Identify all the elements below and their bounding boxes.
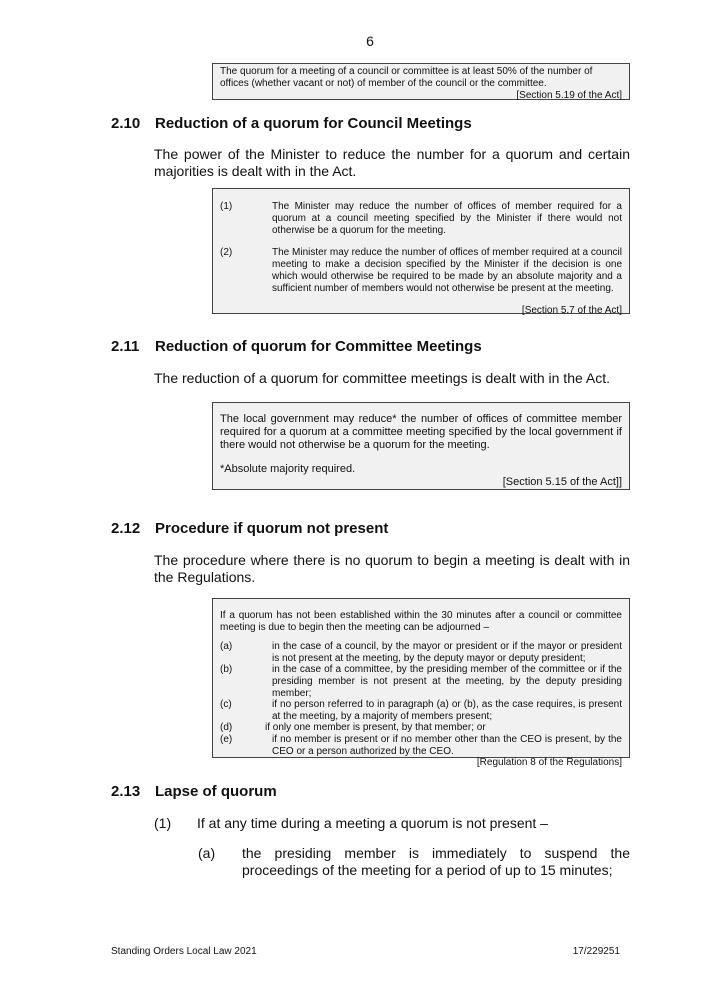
- item-label: (a): [198, 845, 216, 861]
- item-text: The Minister may reduce the number of offices of member required for a quorum at a council meeting specified by the Minister if there would not otherwise be a quorum for the meeting.: [272, 201, 622, 236]
- item-label: (b): [220, 664, 233, 676]
- section-number: 2.10: [111, 115, 141, 132]
- minister-reduction-box: [212, 188, 630, 314]
- section-2-12-intro: The procedure where there is no quorum to begin a meeting is dealt with in the Regulations.: [154, 552, 630, 585]
- absolute-majority-note: *Absolute majority required.: [220, 463, 356, 475]
- item-label: (c): [220, 699, 232, 711]
- quorum-definition-box: [212, 63, 630, 100]
- list-item: [220, 247, 622, 295]
- item-label: (a): [220, 641, 233, 653]
- quorum-definition-source: [Section 5.19 of the Act]: [516, 90, 622, 101]
- no-quorum-procedure-box: [212, 598, 630, 769]
- section-2-10-intro: The power of the Minister to reduce the number for a quorum and certain majorities is dealt with in the Act.: [154, 146, 630, 179]
- item-label: (d): [220, 722, 233, 734]
- section-2-11-intro: The reduction of a quorum for committee meetings is dealt with in the Act.: [154, 370, 610, 386]
- list-item: [220, 664, 622, 699]
- footer-doc-number: 17/229251: [572, 946, 620, 957]
- footer-title: Standing Orders Local Law 2021: [111, 946, 257, 957]
- list-item: [198, 845, 630, 879]
- committee-reduction-box: [212, 402, 630, 490]
- item-text: if no person referred to in paragraph (a) or (b), as the case requires, is present at the meeting, by a majority of members present;: [272, 699, 622, 722]
- quorum-definition-text: The quorum for a meeting of a council or committee is at least 50% of the number of offices (whether vacant or not) of member of the council or the committee.: [220, 66, 593, 89]
- section-2-10-heading: [111, 115, 631, 135]
- item-label: (1): [220, 201, 233, 212]
- list-item: [220, 641, 622, 664]
- committee-reduction-text: The local government may reduce* the number of offices of committee member required for a quorum at a committee meeting specified by the local government if there would not otherwise be a quorum for the meeting.: [220, 413, 622, 451]
- list-item: [220, 201, 622, 237]
- section-title: Reduction of quorum for Committee Meetings: [155, 338, 482, 355]
- section-title: Procedure if quorum not present: [155, 520, 389, 537]
- list-item: [220, 699, 622, 722]
- section-2-12-heading: [111, 520, 631, 540]
- item-label: (e): [220, 733, 233, 745]
- section-number: 2.13: [111, 783, 141, 800]
- item-text: the presiding member is immediately to suspend the proceedings of the meeting for a period of up to 15 minutes;: [242, 845, 630, 878]
- item-text: The Minister may reduce the number of offices of member required at a council meeting to make a decision specified by the Minister if the decision is one which would otherwise be required to be made by an absolute majority and a sufficient number of members would not otherwise be present at the meeting.: [272, 247, 622, 294]
- list-item: [220, 722, 622, 734]
- item-text: if no member is present or if no member other than the CEO is present, by the CEO or a person authorized by the CEO.: [272, 733, 622, 757]
- section-title: Lapse of quorum: [155, 783, 277, 800]
- section-number: 2.11: [111, 338, 140, 355]
- item-label: (1): [154, 815, 172, 831]
- no-quorum-intro: If a quorum has not been established within the 30 minutes after a council or committee meeting is due to begin then the meeting can be adjourned –: [220, 610, 622, 633]
- item-label: (2): [220, 247, 233, 258]
- no-quorum-procedure-source: [Regulation 8 of the Regulations]: [476, 757, 622, 769]
- section-title: Reduction of a quorum for Council Meetings: [155, 115, 472, 132]
- section-2-13-heading: [111, 783, 631, 803]
- item-text: If at any time during a meeting a quorum is not present –: [197, 815, 548, 831]
- item-text: in the case of a council, by the mayor or president or if the mayor or president is not present at the meeting, by the deputy mayor or deputy president;: [272, 641, 622, 664]
- item-text: in the case of a committee, by the presiding member of the committee or if the presiding member is not present at the meeting, by the deputy presiding member;: [272, 664, 622, 699]
- item-text: if only one member is present, by that member; or: [265, 722, 486, 734]
- minister-reduction-source: [Section 5.7 of the Act]: [521, 305, 622, 316]
- section-number: 2.12: [111, 520, 141, 537]
- section-2-11-heading: [111, 338, 631, 358]
- committee-reduction-source: [Section 5.15 of the Act]]: [502, 476, 622, 488]
- list-item: [220, 734, 622, 757]
- page-number: 6: [366, 33, 374, 49]
- lapse-item-1a: [198, 845, 630, 879]
